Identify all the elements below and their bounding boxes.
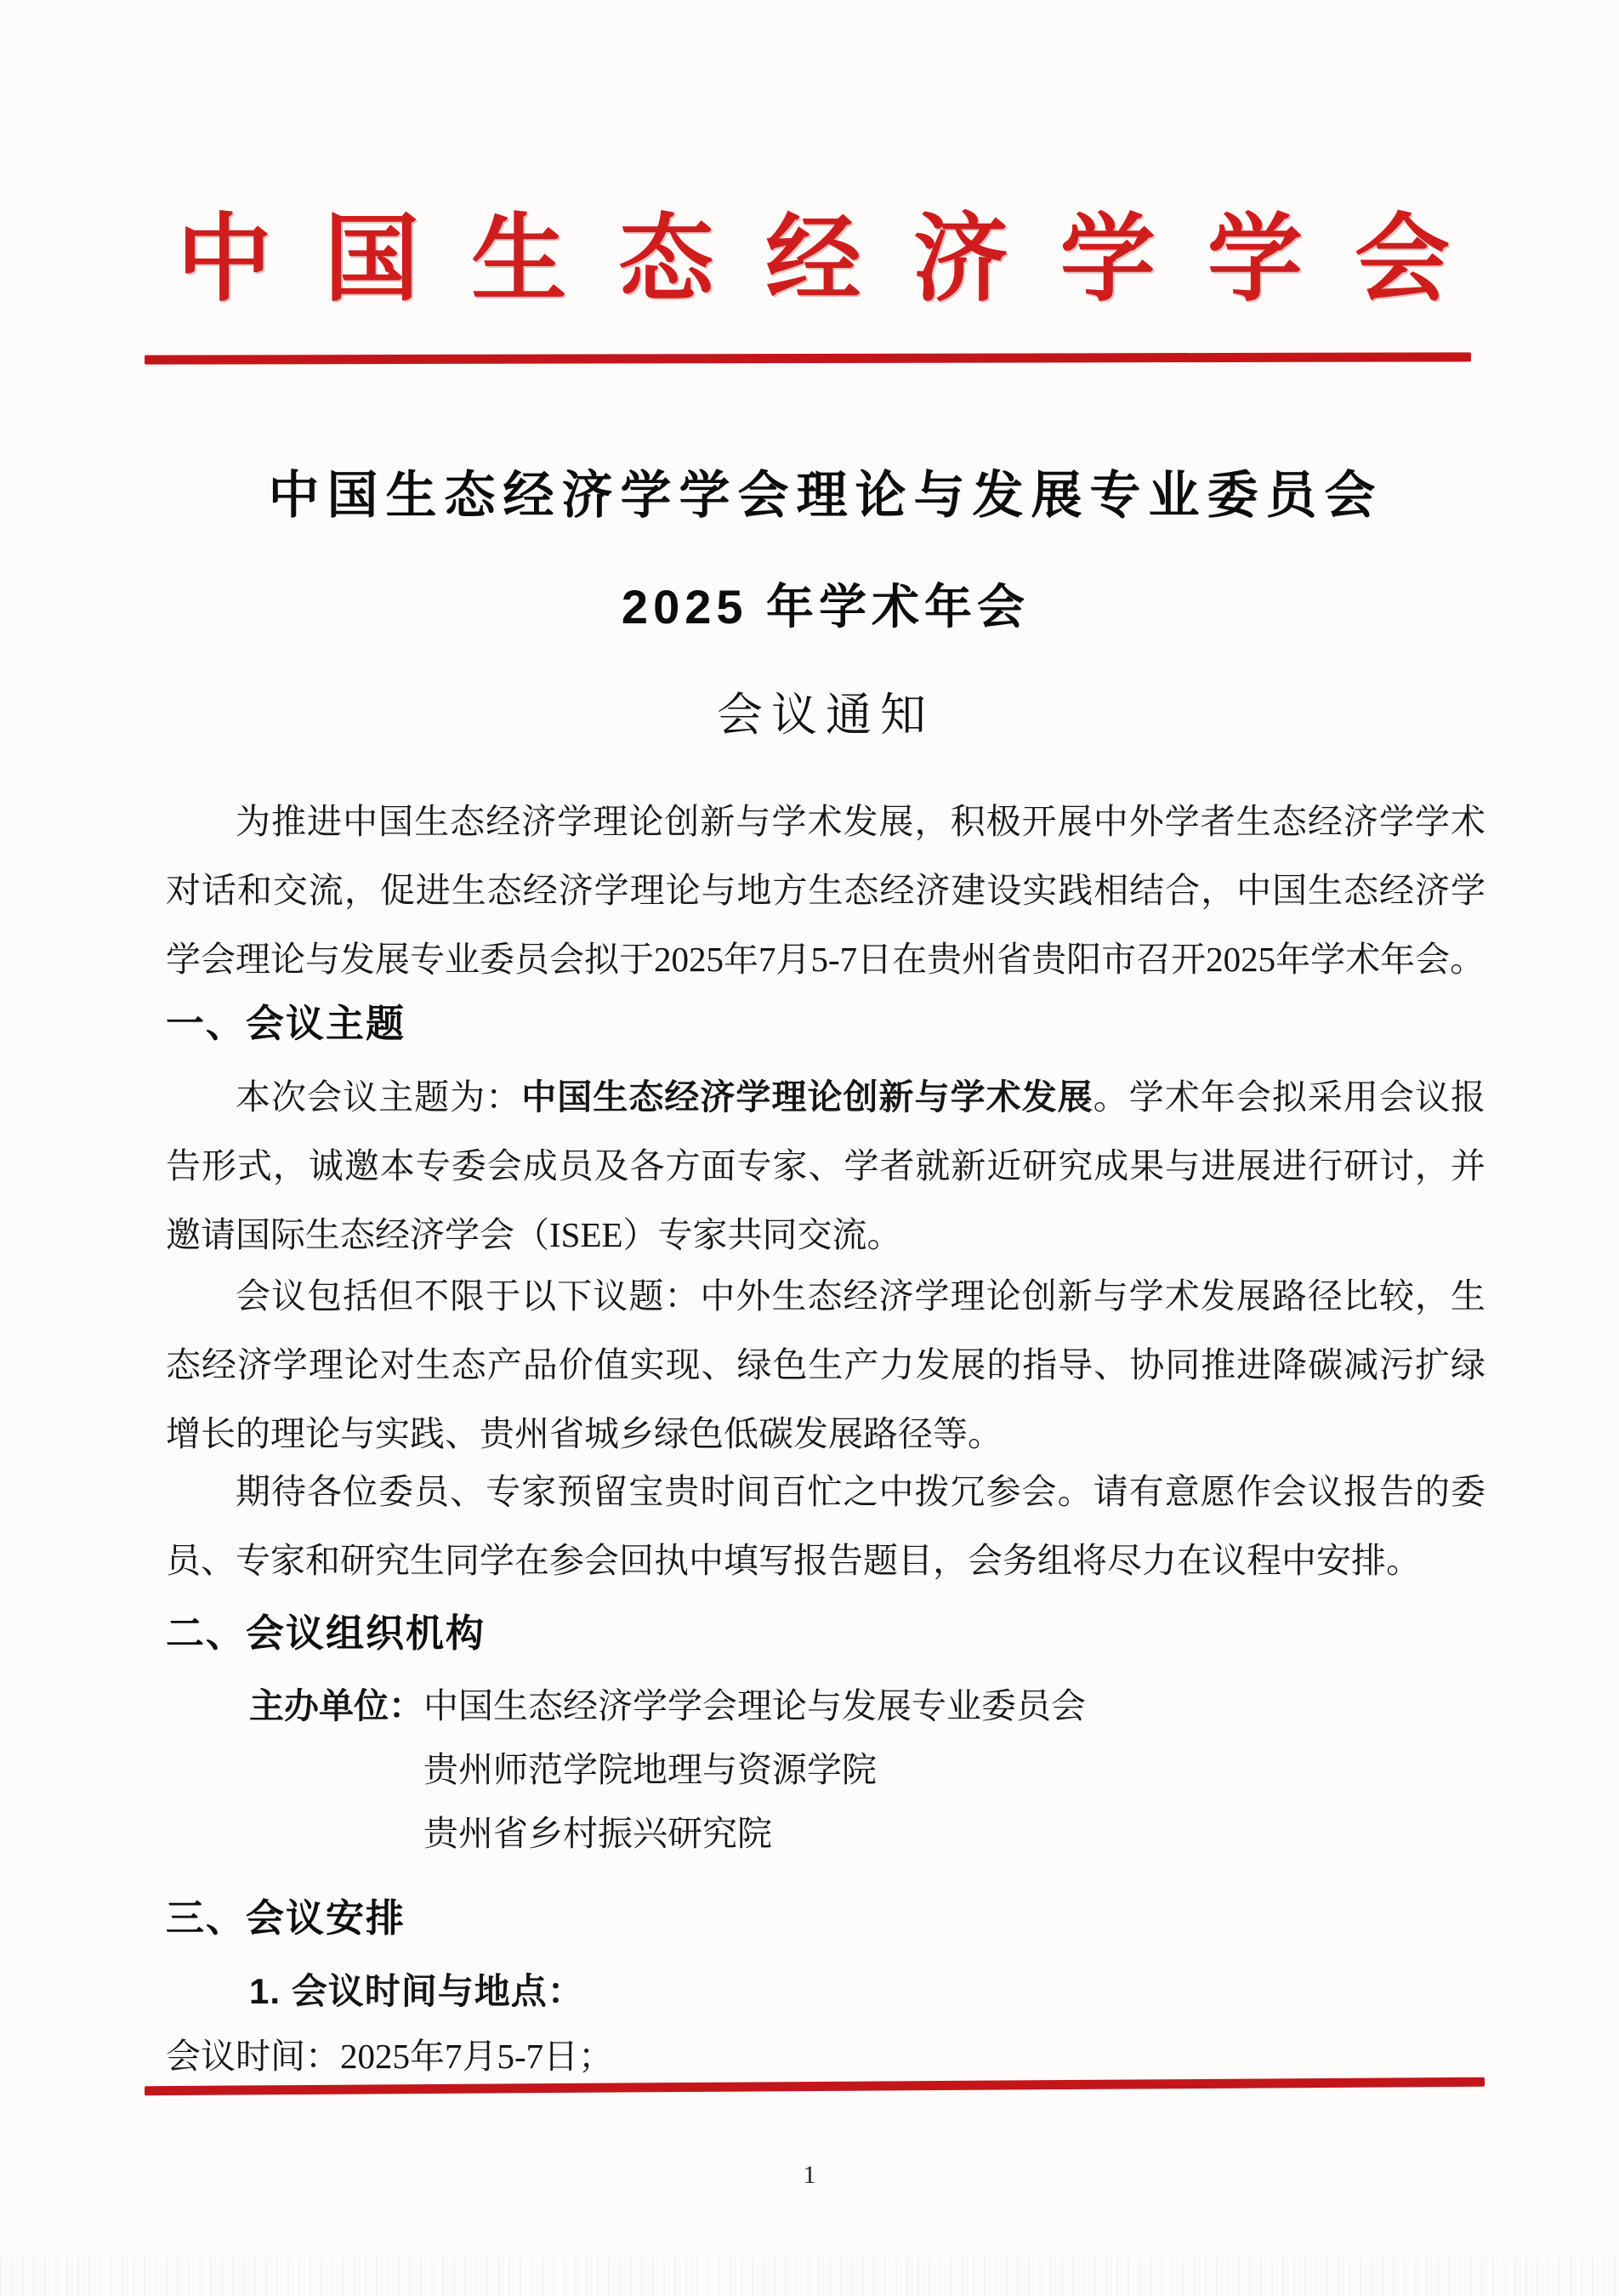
expectation-paragraph: 期待各位委员、专家预留宝贵时间百忙之中拨冗参会。请有意愿作会议报告的委员、专家和研究生同学在参会回执中填写报告题目，会务组将尽力在议程中安排。 [166, 1472, 1486, 1580]
host-unit: 贵州省乡村振兴研究院 [423, 1814, 772, 1853]
letterhead-char: 济 [912, 207, 1008, 313]
intro-paragraph: 为推进中国生态经济学理论创新与学术发展，积极开展中外学者生态经济学学术对话和交流，促进生态经济学理论与地方生态经济建设实践相结合，中国生态经济学学会理论与发展专业委员会拟于2025年7月5-7日在贵州省贵阳市召开2025年学术年会。 [166, 802, 1486, 979]
document-title-committee: 中国生态经济学学会理论与发展专业委员会 [268, 467, 1383, 524]
theme-paragraph [166, 1063, 1486, 1270]
topics-paragraph: 会议包括但不限于以下议题：中外生态经济学理论创新与学术发展路径比较，生态经济学理论对生态产品价值实现、绿色生产力发展的指导、协同推进降碳减污扩绿增长的理论与实践、贵州省城乡绿色低碳发展路径等。 [166, 1276, 1486, 1453]
document-title-annual-meeting: 2025 年学术年会 [621, 580, 1031, 634]
arrangement-item-time-place: 1. 会议时间与地点： [249, 1971, 584, 2011]
host-organizations-block [249, 1674, 1486, 1866]
theme-bold-text: 中国生态经济学理论创新与学术发展 [521, 1077, 1094, 1117]
letterhead-char: 态 [618, 207, 714, 313]
theme-prefix-text: 本次会议主题为： [236, 1077, 522, 1117]
theme-suffix-text: 。学术年会拟采用会议报告形式，诚邀本专委会成员及各方面专家、学者就新近研究成果与进展进行研讨，并邀请国际生态经济学会（ISEE）专家共同交流。 [166, 1077, 1486, 1254]
letterhead-divider-rule [145, 352, 1471, 364]
meeting-time-line: 会议时间：2025年7月5-7日； [166, 2037, 614, 2076]
letterhead-char: 会 [1355, 207, 1450, 313]
letterhead-char: 国 [324, 207, 420, 313]
page-number: 1 [803, 2161, 816, 2189]
section-heading-organization: 二、会议组织机构 [166, 1611, 486, 1655]
letterhead-char: 学 [1207, 207, 1303, 313]
section-heading-topic: 一、会议主题 [166, 1002, 406, 1045]
letterhead-society-name [177, 209, 1450, 320]
host-unit: 中国生态经济学学会理论与发展专业委员会 [423, 1686, 1086, 1725]
scanner-edge-noise [0, 2257, 1619, 2296]
document-subtitle-notice: 会议通知 [717, 690, 934, 741]
letterhead-char: 学 [1059, 207, 1156, 313]
host-unit-list [423, 1674, 1086, 1866]
host-label: 主办单位： [249, 1686, 423, 1725]
host-unit: 贵州师范学院地理与资源学院 [423, 1750, 877, 1789]
letterhead-char: 生 [471, 207, 567, 313]
letterhead-char: 中 [177, 207, 272, 313]
section-heading-arrangement: 三、会议安排 [166, 1896, 406, 1940]
letterhead-char: 经 [765, 207, 861, 313]
